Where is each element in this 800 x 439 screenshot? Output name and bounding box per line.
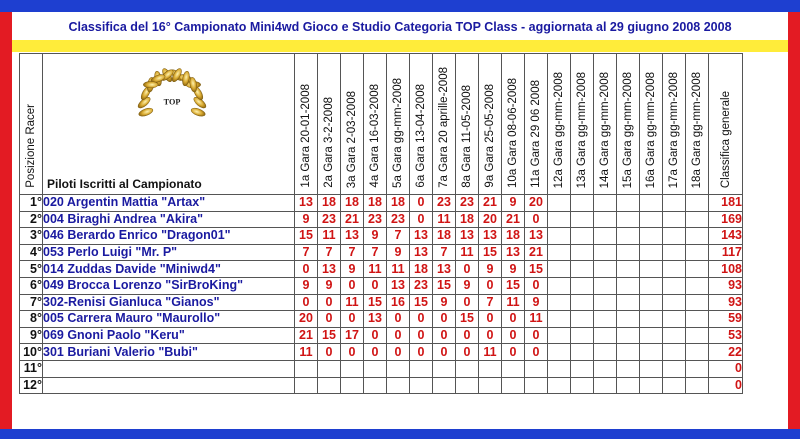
score-cell: 13 — [341, 228, 364, 245]
rank-cell: 4° — [20, 244, 43, 261]
score-cell: 21 — [341, 211, 364, 228]
rank-cell: 8° — [20, 311, 43, 328]
table-row — [20, 377, 743, 394]
score-cell: 18 — [318, 195, 341, 212]
score-cell — [571, 244, 594, 261]
score-cell: 18 — [410, 261, 433, 278]
rank-cell: 11° — [20, 360, 43, 377]
score-cell: 0 — [295, 261, 318, 278]
total-cell: 0 — [709, 377, 743, 394]
score-cell: 23 — [433, 195, 456, 212]
score-cell — [617, 211, 640, 228]
score-cell — [617, 377, 640, 394]
score-cell: 9 — [456, 277, 479, 294]
header-race-1: 1a Gara 20-01-2008 — [295, 54, 318, 195]
score-cell: 13 — [295, 195, 318, 212]
score-cell — [594, 360, 617, 377]
score-cell — [410, 360, 433, 377]
score-cell: 9 — [364, 228, 387, 245]
score-cell — [341, 360, 364, 377]
score-cell: 13 — [364, 311, 387, 328]
pilot-name-cell — [43, 377, 295, 394]
score-cell: 18 — [341, 195, 364, 212]
score-cell — [548, 327, 571, 344]
table-row — [20, 327, 743, 344]
score-cell: 13 — [456, 228, 479, 245]
score-cell — [594, 277, 617, 294]
pilot-name-cell: 005 Carrera Mauro "Maurollo" — [43, 311, 295, 328]
header-race-5: 5a Gara gg-mm-2008 — [387, 54, 410, 195]
score-cell — [617, 261, 640, 278]
total-cell: 93 — [709, 277, 743, 294]
score-cell — [640, 277, 663, 294]
score-cell — [617, 195, 640, 212]
table-row — [20, 360, 743, 377]
score-cell — [617, 360, 640, 377]
score-cell: 23 — [387, 211, 410, 228]
pilot-name-cell: 053 Perlo Luigi "Mr. P" — [43, 244, 295, 261]
score-cell — [548, 244, 571, 261]
score-cell — [571, 311, 594, 328]
score-cell — [663, 211, 686, 228]
score-cell — [617, 344, 640, 361]
score-cell: 0 — [456, 261, 479, 278]
pilot-name-cell: 004 Biraghi Andrea "Akira" — [43, 211, 295, 228]
score-cell — [640, 311, 663, 328]
total-cell: 117 — [709, 244, 743, 261]
score-cell: 0 — [525, 211, 548, 228]
rank-cell: 1° — [20, 195, 43, 212]
score-cell: 11 — [433, 211, 456, 228]
score-cell: 11 — [456, 244, 479, 261]
score-cell: 9 — [502, 195, 525, 212]
score-cell — [364, 360, 387, 377]
score-cell: 15 — [295, 228, 318, 245]
score-cell — [594, 344, 617, 361]
score-cell: 0 — [479, 311, 502, 328]
pilot-name-cell: 049 Brocca Lorenzo "SirBroKing" — [43, 277, 295, 294]
score-cell: 13 — [387, 277, 410, 294]
yellow-band — [12, 40, 788, 52]
page-title: Classifica del 16° Campionato Mini4wd Gioco e Studio Categoria TOP Class - aggiornata al 29 giugno 2008 2008 — [68, 20, 732, 34]
score-cell — [617, 277, 640, 294]
score-cell — [571, 228, 594, 245]
score-cell — [295, 360, 318, 377]
score-cell: 15 — [364, 294, 387, 311]
score-cell — [548, 195, 571, 212]
score-cell — [594, 195, 617, 212]
score-cell — [640, 294, 663, 311]
score-cell — [663, 228, 686, 245]
total-cell: 53 — [709, 327, 743, 344]
score-cell: 0 — [456, 327, 479, 344]
score-cell: 9 — [295, 211, 318, 228]
score-cell — [571, 195, 594, 212]
table-row — [20, 344, 743, 361]
table-row — [20, 228, 743, 245]
score-cell — [594, 327, 617, 344]
score-cell — [571, 294, 594, 311]
score-cell: 0 — [410, 195, 433, 212]
table-row — [20, 277, 743, 294]
score-cell — [548, 294, 571, 311]
score-cell — [686, 327, 709, 344]
rank-cell: 2° — [20, 211, 43, 228]
score-cell — [663, 311, 686, 328]
score-cell — [617, 327, 640, 344]
rank-cell: 3° — [20, 228, 43, 245]
score-cell — [571, 211, 594, 228]
score-cell: 11 — [364, 261, 387, 278]
score-cell — [686, 211, 709, 228]
score-cell — [594, 377, 617, 394]
score-cell: 15 — [456, 311, 479, 328]
score-cell — [387, 360, 410, 377]
score-cell — [663, 360, 686, 377]
score-cell — [479, 377, 502, 394]
score-cell: 15 — [502, 277, 525, 294]
score-cell — [686, 195, 709, 212]
score-cell: 0 — [387, 311, 410, 328]
score-cell: 0 — [433, 344, 456, 361]
score-cell — [571, 377, 594, 394]
total-cell: 169 — [709, 211, 743, 228]
pilot-name-cell — [43, 360, 295, 377]
rank-cell: 9° — [20, 327, 43, 344]
score-cell: 0 — [364, 344, 387, 361]
score-cell: 0 — [502, 327, 525, 344]
pilot-name-cell: 020 Argentin Mattia "Artax" — [43, 195, 295, 212]
score-cell: 0 — [410, 311, 433, 328]
score-cell — [571, 261, 594, 278]
laurel-wreath-logo-icon — [131, 60, 213, 142]
score-cell: 0 — [295, 294, 318, 311]
score-cell — [663, 261, 686, 278]
header-race-13: 13a Gara gg-mm-2008 — [571, 54, 594, 195]
header-race-18: 18a Gara gg-mm-2008 — [686, 54, 709, 195]
score-cell: 18 — [433, 228, 456, 245]
total-cell: 181 — [709, 195, 743, 212]
score-cell — [686, 377, 709, 394]
score-cell — [686, 277, 709, 294]
score-cell — [548, 211, 571, 228]
score-cell: 23 — [364, 211, 387, 228]
score-cell: 0 — [433, 311, 456, 328]
score-cell — [686, 344, 709, 361]
standings-table — [19, 53, 743, 394]
score-cell: 9 — [341, 261, 364, 278]
header-race-15: 15a Gara gg-mm-2008 — [617, 54, 640, 195]
header-race-12: 12a Gara gg-mm-2008 — [548, 54, 571, 195]
score-cell — [433, 377, 456, 394]
score-cell: 7 — [318, 244, 341, 261]
score-cell — [502, 360, 525, 377]
rank-cell: 12° — [20, 377, 43, 394]
score-cell: 21 — [295, 327, 318, 344]
score-cell — [594, 228, 617, 245]
score-cell: 0 — [387, 344, 410, 361]
score-cell: 0 — [341, 277, 364, 294]
top-border — [0, 0, 800, 12]
score-cell: 13 — [502, 244, 525, 261]
rank-cell: 10° — [20, 344, 43, 361]
header-race-3: 3a Gara 2-03-2008 — [341, 54, 364, 195]
score-cell: 0 — [479, 327, 502, 344]
score-cell — [571, 360, 594, 377]
table-row — [20, 211, 743, 228]
total-cell: 22 — [709, 344, 743, 361]
score-cell: 0 — [318, 294, 341, 311]
score-cell: 9 — [433, 294, 456, 311]
score-cell: 13 — [318, 261, 341, 278]
score-cell — [594, 311, 617, 328]
header-race-11: 11a Gara 29 06 2008 — [525, 54, 548, 195]
score-cell: 0 — [387, 327, 410, 344]
score-cell — [663, 294, 686, 311]
table-row — [20, 311, 743, 328]
score-cell: 20 — [525, 195, 548, 212]
score-cell — [594, 294, 617, 311]
score-cell: 7 — [341, 244, 364, 261]
score-cell: 0 — [479, 277, 502, 294]
score-cell — [525, 377, 548, 394]
score-cell: 15 — [479, 244, 502, 261]
left-border — [0, 12, 12, 429]
score-cell: 0 — [341, 311, 364, 328]
score-cell: 21 — [502, 211, 525, 228]
score-cell: 21 — [525, 244, 548, 261]
score-cell — [663, 277, 686, 294]
score-cell: 11 — [318, 228, 341, 245]
score-cell: 23 — [410, 277, 433, 294]
score-cell: 0 — [318, 344, 341, 361]
score-cell: 9 — [479, 261, 502, 278]
score-cell: 7 — [387, 228, 410, 245]
header-race-9: 9a Gara 25-05-2008 — [479, 54, 502, 195]
score-cell: 9 — [295, 277, 318, 294]
score-cell — [548, 228, 571, 245]
score-cell: 0 — [502, 344, 525, 361]
score-cell: 18 — [364, 195, 387, 212]
pilots-header-label: Piloti Iscritti al Campionato — [47, 177, 202, 191]
score-cell — [548, 311, 571, 328]
score-cell — [502, 377, 525, 394]
score-cell — [686, 244, 709, 261]
score-cell — [295, 377, 318, 394]
score-cell: 13 — [433, 261, 456, 278]
score-cell — [433, 360, 456, 377]
score-cell: 0 — [410, 344, 433, 361]
score-cell — [640, 360, 663, 377]
score-cell — [640, 377, 663, 394]
score-cell: 0 — [364, 327, 387, 344]
pilot-name-cell: 302-Renisi Gianluca "Gianos" — [43, 294, 295, 311]
score-cell — [525, 360, 548, 377]
header-race-10: 10a Gara 08-06-2008 — [502, 54, 525, 195]
score-cell: 7 — [433, 244, 456, 261]
score-cell: 9 — [525, 294, 548, 311]
score-cell: 0 — [525, 277, 548, 294]
score-cell — [663, 327, 686, 344]
score-cell: 0 — [364, 277, 387, 294]
score-cell — [686, 311, 709, 328]
score-cell — [548, 360, 571, 377]
score-cell — [640, 228, 663, 245]
score-cell: 7 — [479, 294, 502, 311]
header-race-8: 8a Gara 11-05-2008 — [456, 54, 479, 195]
score-cell — [640, 344, 663, 361]
score-cell — [387, 377, 410, 394]
score-cell — [640, 211, 663, 228]
bottom-border — [0, 429, 800, 439]
score-cell — [318, 377, 341, 394]
svg-text:TOP: TOP — [163, 97, 181, 107]
score-cell: 0 — [525, 327, 548, 344]
score-cell — [617, 244, 640, 261]
score-cell — [341, 377, 364, 394]
total-cell: 93 — [709, 294, 743, 311]
pilot-name-cell: 014 Zuddas Davide "Miniwd4" — [43, 261, 295, 278]
score-cell — [686, 360, 709, 377]
score-cell — [410, 377, 433, 394]
score-cell — [686, 228, 709, 245]
total-cell: 0 — [709, 360, 743, 377]
pilot-name-cell: 046 Berardo Enrico "Dragon01" — [43, 228, 295, 245]
score-cell — [686, 294, 709, 311]
right-border — [788, 12, 800, 429]
pilot-name-cell: 069 Gnoni Paolo "Keru" — [43, 327, 295, 344]
score-cell: 0 — [410, 327, 433, 344]
score-cell — [456, 377, 479, 394]
score-cell: 7 — [295, 244, 318, 261]
score-cell — [364, 377, 387, 394]
score-cell — [640, 195, 663, 212]
score-cell — [456, 360, 479, 377]
score-cell: 13 — [525, 228, 548, 245]
score-cell: 11 — [479, 344, 502, 361]
score-cell: 17 — [341, 327, 364, 344]
score-cell: 13 — [410, 228, 433, 245]
header-total: Classifica generale — [709, 54, 743, 195]
rank-cell: 5° — [20, 261, 43, 278]
score-cell — [548, 344, 571, 361]
score-cell: 15 — [525, 261, 548, 278]
score-cell — [318, 360, 341, 377]
score-cell: 11 — [295, 344, 318, 361]
score-cell — [640, 261, 663, 278]
score-cell: 18 — [456, 211, 479, 228]
score-cell — [594, 261, 617, 278]
score-cell: 9 — [318, 277, 341, 294]
score-cell: 15 — [318, 327, 341, 344]
score-cell — [594, 244, 617, 261]
header-row — [20, 54, 743, 195]
score-cell — [594, 211, 617, 228]
score-cell: 20 — [479, 211, 502, 228]
score-cell: 13 — [479, 228, 502, 245]
score-cell — [571, 344, 594, 361]
score-cell — [663, 344, 686, 361]
score-cell — [617, 294, 640, 311]
score-cell — [686, 261, 709, 278]
score-cell: 11 — [341, 294, 364, 311]
score-cell: 11 — [525, 311, 548, 328]
score-cell — [663, 244, 686, 261]
rank-cell: 6° — [20, 277, 43, 294]
score-cell: 0 — [502, 311, 525, 328]
score-cell — [479, 360, 502, 377]
score-cell: 11 — [502, 294, 525, 311]
score-cell: 21 — [479, 195, 502, 212]
score-cell: 0 — [456, 294, 479, 311]
score-cell — [640, 327, 663, 344]
score-cell: 0 — [433, 327, 456, 344]
table-row — [20, 195, 743, 212]
total-cell: 143 — [709, 228, 743, 245]
score-cell: 23 — [456, 195, 479, 212]
score-cell: 15 — [433, 277, 456, 294]
score-cell: 0 — [341, 344, 364, 361]
score-cell: 20 — [295, 311, 318, 328]
table-row — [20, 294, 743, 311]
header-pilots — [43, 54, 295, 195]
header-race-2: 2a Gara 3-2-2008 — [318, 54, 341, 195]
header-race-7: 7a Gara 20 aprille-2008 — [433, 54, 456, 195]
laurel-leaf — [189, 77, 198, 93]
score-cell — [617, 228, 640, 245]
laurel-leaf — [143, 81, 158, 88]
score-cell — [571, 277, 594, 294]
header-position: Posizione Racer — [20, 54, 43, 195]
header-race-16: 16a Gara gg-mm-2008 — [640, 54, 663, 195]
header-race-6: 6a Gara 13-04-2008 — [410, 54, 433, 195]
table-row — [20, 244, 743, 261]
score-cell: 11 — [387, 261, 410, 278]
score-cell: 16 — [387, 294, 410, 311]
score-cell — [663, 195, 686, 212]
score-cell: 0 — [456, 344, 479, 361]
score-cell: 9 — [387, 244, 410, 261]
score-cell — [571, 327, 594, 344]
pilot-name-cell: 301 Buriani Valerio "Bubi" — [43, 344, 295, 361]
score-cell: 0 — [318, 311, 341, 328]
score-cell — [548, 277, 571, 294]
score-cell: 18 — [387, 195, 410, 212]
score-cell — [663, 377, 686, 394]
score-cell — [617, 311, 640, 328]
rank-cell: 7° — [20, 294, 43, 311]
header-race-4: 4a Gara 16-03-2008 — [364, 54, 387, 195]
total-cell: 59 — [709, 311, 743, 328]
header-race-17: 17a Gara gg-mm-2008 — [663, 54, 686, 195]
score-cell: 15 — [410, 294, 433, 311]
score-cell: 0 — [525, 344, 548, 361]
score-cell: 9 — [502, 261, 525, 278]
score-cell — [640, 244, 663, 261]
score-cell — [548, 261, 571, 278]
table-row — [20, 261, 743, 278]
header-race-14: 14a Gara gg-mm-2008 — [594, 54, 617, 195]
score-cell: 0 — [410, 211, 433, 228]
total-cell: 108 — [709, 261, 743, 278]
score-cell: 13 — [410, 244, 433, 261]
score-cell: 18 — [502, 228, 525, 245]
score-cell — [548, 377, 571, 394]
score-cell: 23 — [318, 211, 341, 228]
score-cell: 7 — [364, 244, 387, 261]
